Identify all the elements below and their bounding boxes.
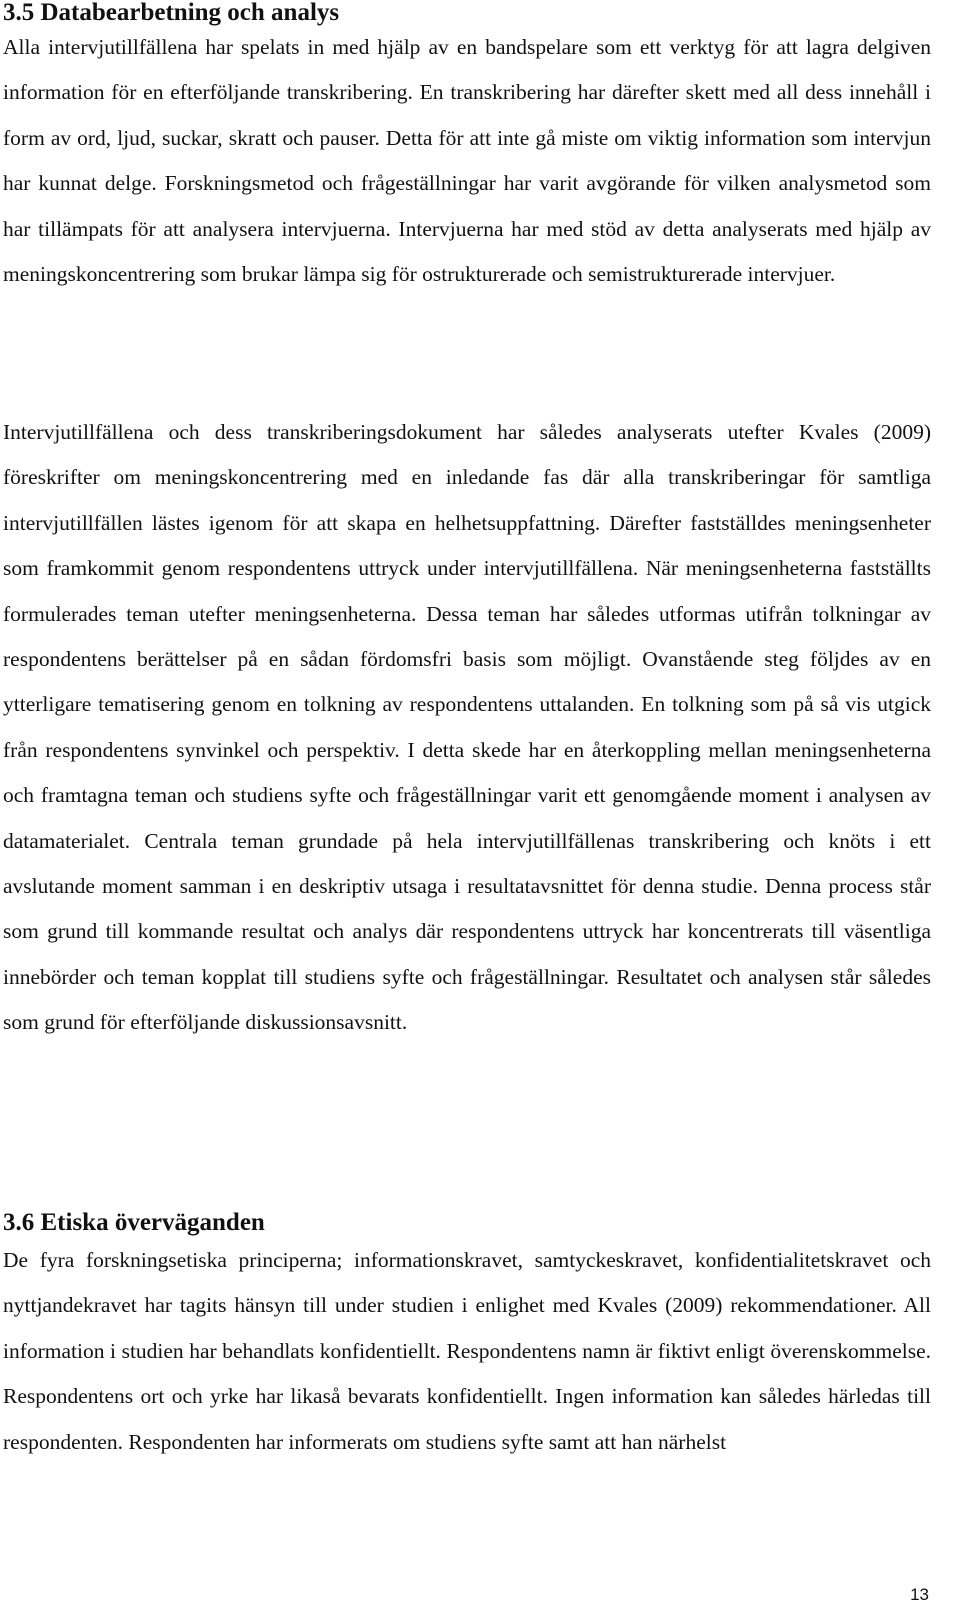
paragraph-3-6-ethics: De fyra forskningsetiska principerna; informationskravet, samtyckeskravet, konfidentialitetskravet och nyttjandekravet har tagits hänsyn till under studien i enlighet med Kvales (2009) rekommendationer. All information i studien har behandlats konfidentiellt. Respondentens namn är fiktivt enligt överenskommelse. Respondentens ort och yrke har likaså bevarats konfidentiellt. Ingen information kan således härledas till respondenten. Respondenten har informerats om studiens syfte samt att han närhelst bbox=[3, 1248, 931, 1454]
page-number: 13 bbox=[910, 1585, 929, 1604]
section-heading-3-5: 3.5 Databearbetning och analys bbox=[3, 0, 340, 26]
paragraph-3-5-intro: Alla intervjutillfällena har spelats in med hjälp av en bandspelare som ett verktyg för att lagra delgiven information för en efterföljande transkribering. En transkribering har därefter skett med all dess innehåll i form av ord, ljud, suckar, skratt och pauser. Detta för att inte gå miste om viktig information som intervjun har kunnat delge. Forskningsmetod och frågeställningar har varit avgörande för vilken analysmetod som har tillämpats för att analysera intervjuerna. Intervjuerna har med stöd av detta analyserats med hjälp av meningskoncentrering som brukar lämpa sig för ostrukturerade och semistrukturerade intervjuer. bbox=[3, 35, 931, 287]
paragraph-3-5-analysis: Intervjutillfällena och dess transkriberingsdokument har således analyserats utefter Kvales (2009) föreskrifter om meningskoncentrering med en inledande fas där alla transkriberingar för samtliga intervjutillfällen lästes igenom för att skapa en helhetsuppfattning. Därefter fastställdes meningsenheter som framkommit genom respondentens uttryck under intervjutillfällena. När meningsenheterna fastställts formulerades teman utefter meningsenheterna. Dessa teman har således utformas utifrån tolkningar av respondentens berättelser på en sådan fördomsfri basis som möjligt. Ovanstående steg följdes av en ytterligare tematisering genom en tolkning av respondentens uttalanden. En tolkning som på så vis utgick från respondentens synvinkel och perspektiv. I detta skede har en återkoppling mellan meningsenheterna och framtagna teman och studiens syfte och frågeställningar varit ett genomgående moment i analysen av datamaterialet. Centrala teman grundade på hela intervjutillfällenas transkribering och knöts i ett avslutande moment samman i en deskriptiv utsaga i resultatavsnittet för denna studie. Denna process står som grund till kommande resultat och analys där respondentens uttryck har koncentrerats till väsentliga innebörder och teman kopplat till studiens syfte och frågeställningar. Resultatet och analysen står således som grund för efterföljande diskussionsavsnitt. bbox=[3, 420, 931, 1035]
section-heading-3-6: 3.6 Etiska överväganden bbox=[3, 1209, 265, 1236]
